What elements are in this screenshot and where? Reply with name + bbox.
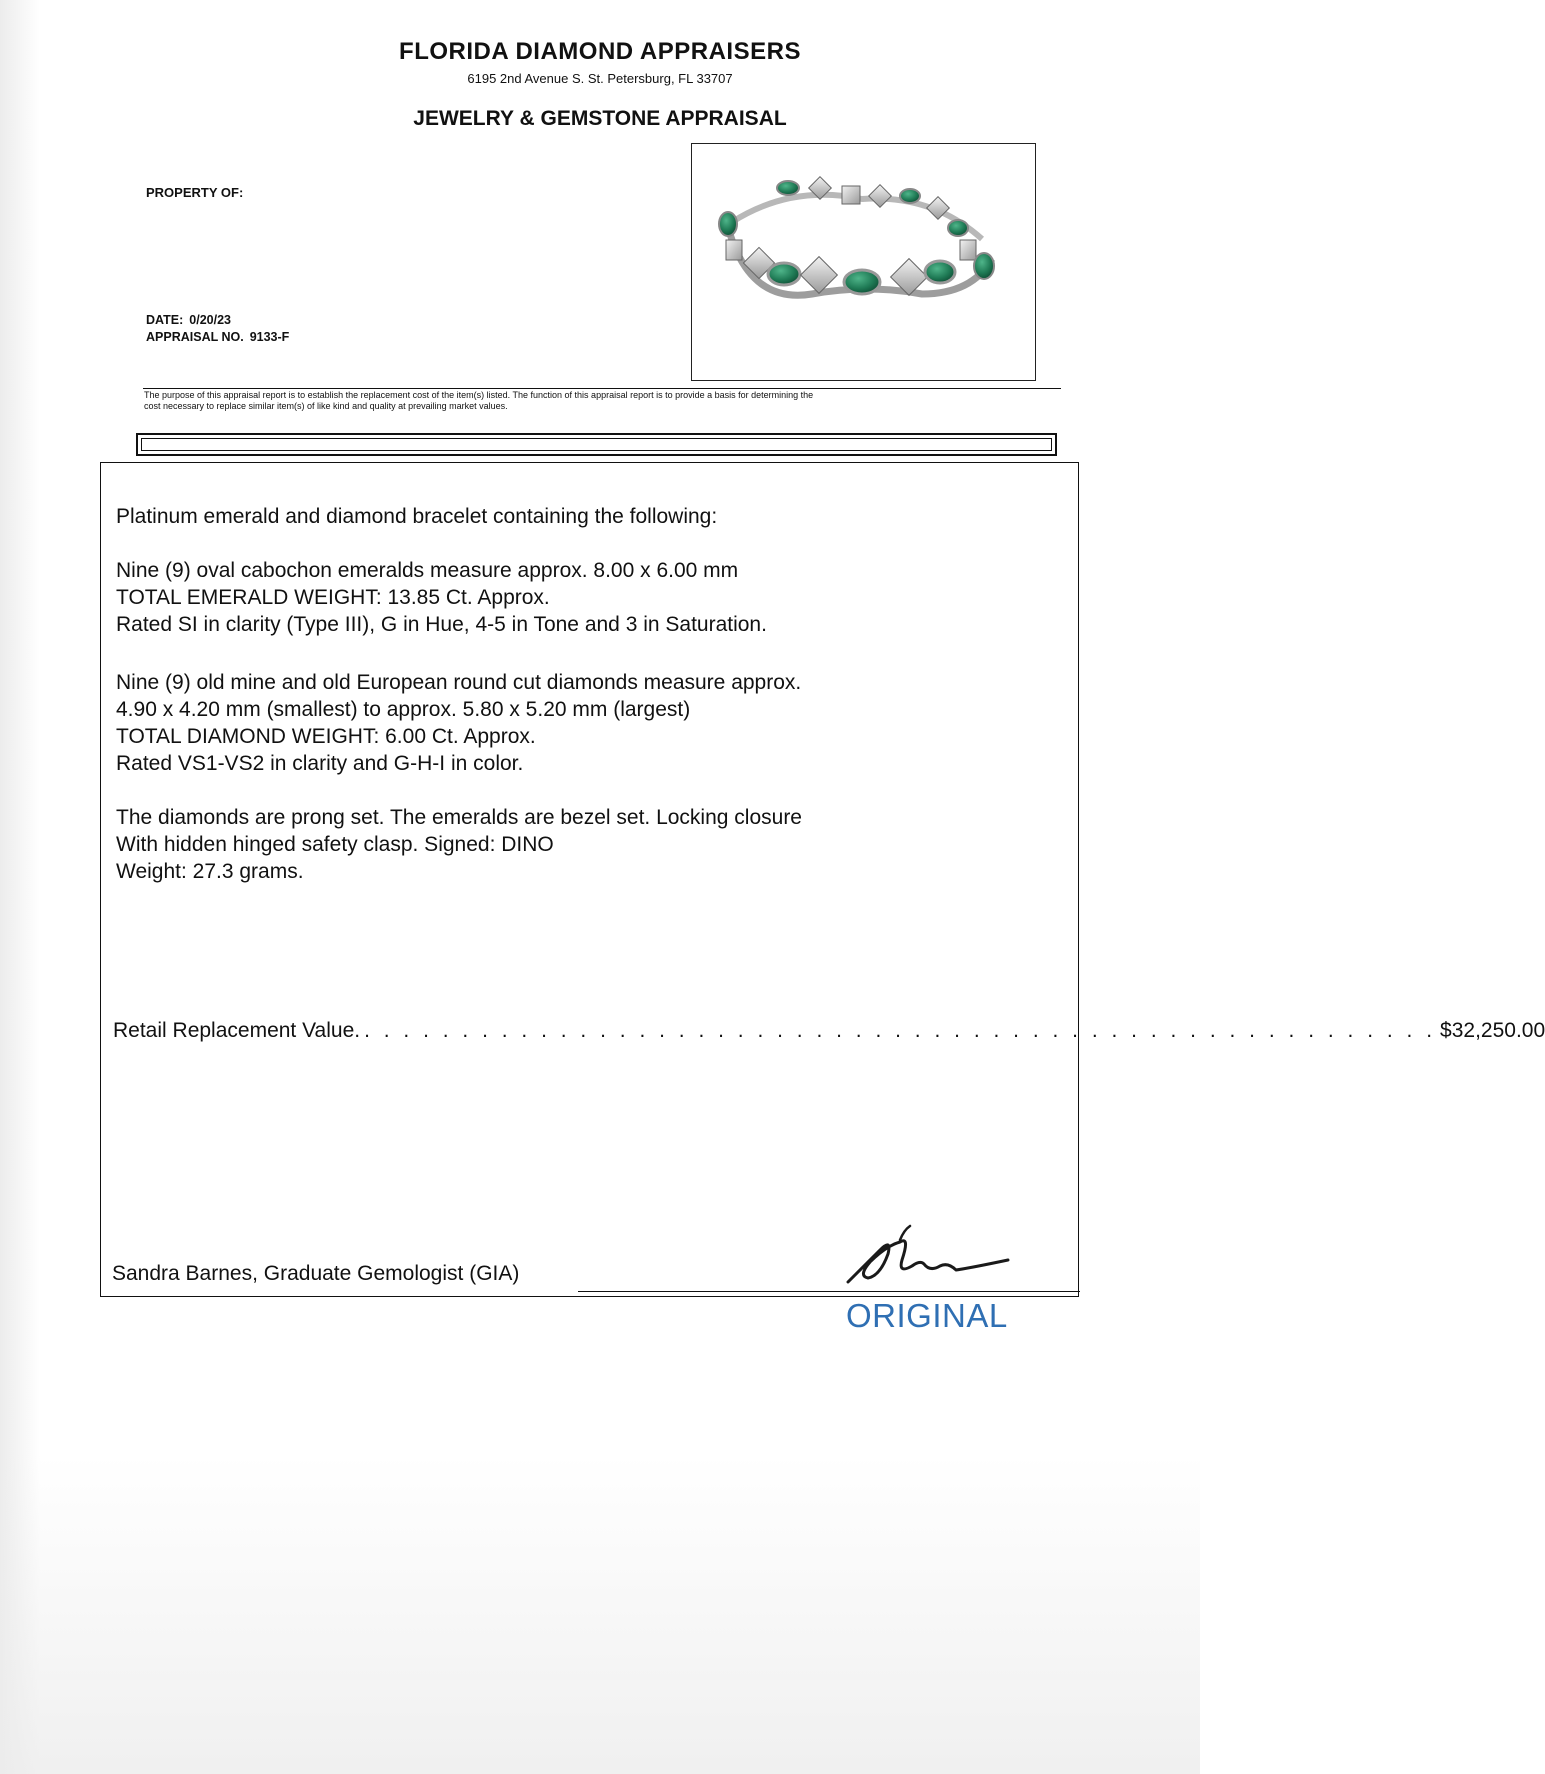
signature-line — [578, 1291, 1080, 1292]
purpose-statement — [144, 390, 1056, 412]
appraiser-name: Sandra Barnes, Graduate Gemologist (GIA) — [112, 1262, 520, 1285]
emerald-line-2: TOTAL EMERALD WEIGHT: 13.85 Ct. Approx. — [116, 586, 550, 609]
date-value: 0/20/23 — [189, 313, 231, 327]
purpose-line-2: cost necessary to replace similar item(s) of like kind and quality at prevailing market values. — [144, 401, 508, 411]
setting-line-1: The diamonds are prong set. The emeralds are bezel set. Locking closure — [116, 806, 802, 829]
diamond-line-1: Nine (9) old mine and old European round cut diamonds measure approx. — [116, 671, 802, 694]
bracelet-illustration — [692, 144, 1035, 380]
item-intro: Platinum emerald and diamond bracelet containing the following: — [116, 505, 718, 528]
replacement-value-row — [113, 1019, 1545, 1043]
setting-line-3: Weight: 27.3 grams. — [116, 860, 304, 883]
setting-details — [116, 804, 802, 885]
date-label: DATE: — [146, 313, 184, 327]
replacement-value-label: Retail Replacement Value. — [113, 1019, 361, 1042]
scan-bottom-shadow — [0, 1454, 1200, 1774]
back-links — [777, 177, 968, 236]
property-of-label: PROPERTY OF: — [146, 185, 244, 200]
replacement-value-amount: $32,250.00 — [1440, 1019, 1545, 1042]
setting-line-2: With hidden hinged safety clasp. Signed: DINO — [116, 833, 554, 856]
appraisal-number-label: APPRAISAL NO. — [146, 330, 244, 344]
diamond-line-3: TOTAL DIAMOND WEIGHT: 6.00 Ct. Approx. — [116, 725, 536, 748]
diamond-line-2: 4.90 x 4.20 mm (smallest) to approx. 5.80 x 5.20 mm (largest) — [116, 698, 691, 721]
emerald-details — [116, 557, 767, 638]
document-title: JEWELRY & GEMSTONE APPRAISAL — [413, 107, 787, 130]
decorative-double-bar — [136, 433, 1057, 456]
bracelet-photo — [691, 143, 1036, 381]
purpose-line-1: The purpose of this appraisal report is to establish the replacement cost of the item(s) listed. The function of this appraisal report is to provide a basis for determining the — [144, 390, 814, 400]
purpose-divider — [143, 388, 1061, 389]
diamond-line-4: Rated VS1-VS2 in clarity and G-H-I in color. — [116, 752, 524, 775]
company-name: FLORIDA DIAMOND APPRAISERS — [399, 38, 801, 65]
leader-dots: . . . . . . . . . . . . . . . . . . . . . . . . . . . . . . . . . . . . . . . . . . . . . . . . . . . . . . . — [364, 1019, 1437, 1042]
appraisal-number-line — [146, 330, 289, 344]
appraisal-number-value: 9133-F — [249, 330, 290, 344]
emerald-line-1: Nine (9) oval cabochon emeralds measure approx. 8.00 x 6.00 mm — [116, 559, 739, 582]
diamond-details — [116, 669, 801, 777]
handwritten-signature — [840, 1220, 1020, 1290]
date-line — [146, 313, 231, 327]
original-stamp: ORIGINAL — [846, 1297, 1008, 1334]
company-address: 6195 2nd Avenue S. St. Petersburg, FL 33707 — [467, 71, 733, 86]
emerald-line-3: Rated SI in clarity (Type III), G in Hue, 4-5 in Tone and 3 in Saturation. — [116, 613, 767, 636]
